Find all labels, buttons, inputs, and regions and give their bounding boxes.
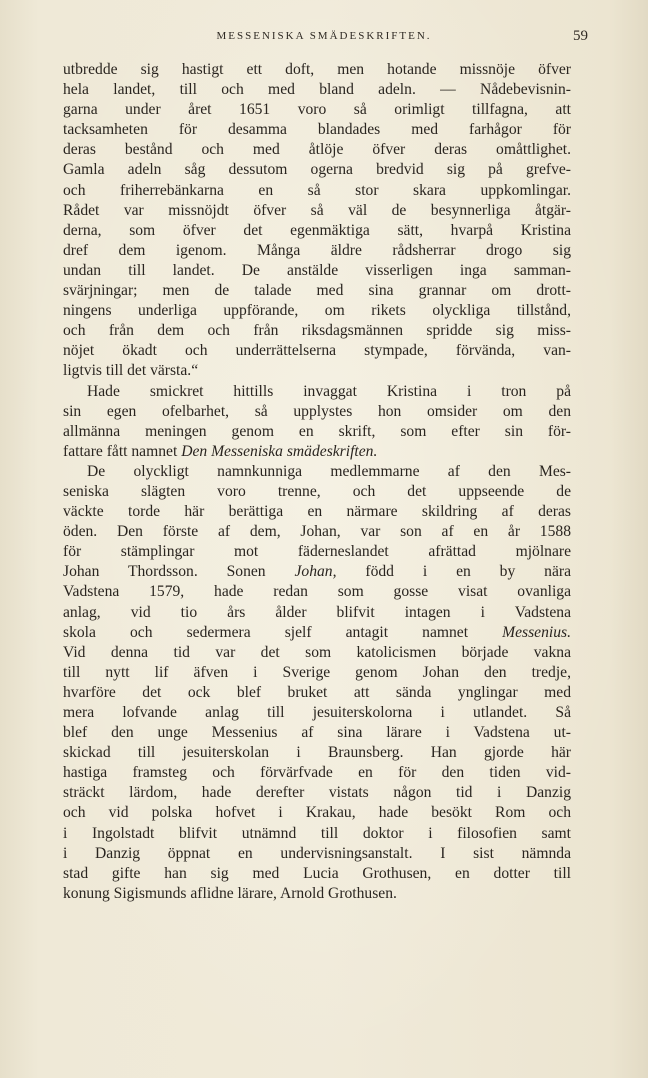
text-line: mera lofvande anlag till jesuiterskolorna i utlandet. Så (63, 704, 571, 721)
text-line: Gamla adeln såg dessutom ogerna bredvid sig på grefve- (63, 161, 571, 179)
text-line: i Ingolstadt blifvit utnämnd till doktor i filosofien samt (63, 824, 571, 842)
italic-run: Den Messeniska smädeskriften. (181, 442, 378, 460)
text-line: konung Sigismunds aflidne lärare, Arnold Grothusen. (63, 884, 397, 902)
text-line: undan till landet. De anstälde visserligen inga samman- (63, 261, 571, 279)
text-line: seniska slägten voro trenne, och det uppseende de (63, 482, 571, 500)
page-number: 59 (573, 28, 588, 44)
text-line: sträckt lärdom, hade derefter vistats någon tid i Danzig (63, 784, 571, 802)
text-line: deras bestånd och med åtlöje öfver deras omåttlighet. (63, 141, 571, 159)
text-line: Rådet var missnöjdt öfver så väl de besynnerliga åtgär- (63, 201, 571, 219)
text-line: anlag, vid tio års ålder blifvit intagen i Vadstena (63, 603, 571, 621)
text-line: allmänna meningen genom en skrift, som efter sin för- (63, 422, 571, 440)
text-line: Vid denna tid var det som katolicismen började vakna (63, 643, 571, 661)
text-line: Vadstena 1579, hade redan som gosse visat ovanliga (63, 583, 571, 601)
text-line: svärjningar; men de talade med sina grannar om drott- (63, 282, 571, 300)
text-line: och från dem och från riksdagsmännen spridde sig miss- (63, 322, 571, 340)
paragraph (63, 60, 571, 382)
paragraph (63, 462, 571, 904)
text-line: hastiga framsteg och förvärfvade en för den tiden vid- (63, 764, 571, 782)
italic-run: Messenius. (502, 623, 571, 641)
text-line: skickad till jesuiterskolan i Braunsberg. Han gjorde här (63, 744, 571, 762)
text-line: derna, som öfver det egenmäktiga sätt, hvarpå Kristina (63, 221, 571, 239)
text-line (63, 562, 571, 582)
text-line: stad gifte han sig med Lucia Grothusen, en dotter till (63, 864, 571, 882)
text-line: hvarföre det ock blef bruket att sända ynglingar med (63, 683, 571, 701)
text-run: fattare fått namnet (63, 442, 182, 460)
text-line: i Danzig öppnat en undervisningsanstalt. I sist nämnda (63, 844, 571, 862)
text-line: och vid polska hofvet i Krakau, hade besökt Rom och (63, 804, 571, 822)
text-line: sin egen ofelbarhet, så upplystes hon omsider om den (63, 402, 571, 420)
body-text (63, 60, 571, 904)
text-line: och friherrebänkarna en så stor skara uppkomlingar. (63, 181, 571, 199)
text-line: till nytt lif äfven i Sverige genom Johan den tredje, (63, 663, 571, 681)
text-line: utbredde sig hastigt ett doft, men hotande missnöje öfver (63, 61, 571, 78)
text-line: nöjet ökadt och underrättelserna stympade, förvända, van- (63, 342, 571, 360)
text-run: Johan Thordsson. Sonen (63, 563, 295, 581)
text-line: garna under året 1651 voro så orimligt tillfagna, att (63, 101, 571, 119)
text-line (63, 442, 571, 462)
running-head (60, 30, 588, 50)
text-line (63, 623, 571, 643)
text-line: dref dem igenom. Många äldre rådsherrar drogo sig (63, 241, 571, 259)
text-run: född i en by nära (336, 563, 571, 581)
paragraph (63, 382, 571, 462)
text-line: hela landet, till och med bland adeln. — Nådebevisnin- (63, 81, 571, 99)
text-line: väckte torde här berättiga en närmare skildring af deras (63, 503, 571, 521)
text-line: Hade smickret hittills invaggat Kristina i tron på (87, 382, 571, 400)
text-line: öden. Den förste af dem, Johan, var son af en år 1588 (63, 523, 571, 541)
text-line: ligtvis till det värsta.“ (63, 362, 199, 380)
italic-run: Johan, (294, 563, 337, 581)
text-line: De olyckligt namnkunniga medlemmarne af den Mes- (87, 462, 571, 480)
text-line: ningens underliga uppförande, om rikets olyckliga tillstånd, (63, 302, 571, 320)
text-line: blef den unge Messenius af sina lärare i Vadstena ut- (63, 724, 571, 742)
text-line: tacksamheten för desamma blandades med farhågor för (63, 121, 571, 139)
text-line: för stämplingar mot fäderneslandet afrättad mjölnare (63, 543, 571, 561)
text-run: skola och sedermera sjelf antagit namnet (63, 623, 503, 641)
running-title: MESSENISKA SMÄDESKRIFTEN. (216, 30, 432, 42)
